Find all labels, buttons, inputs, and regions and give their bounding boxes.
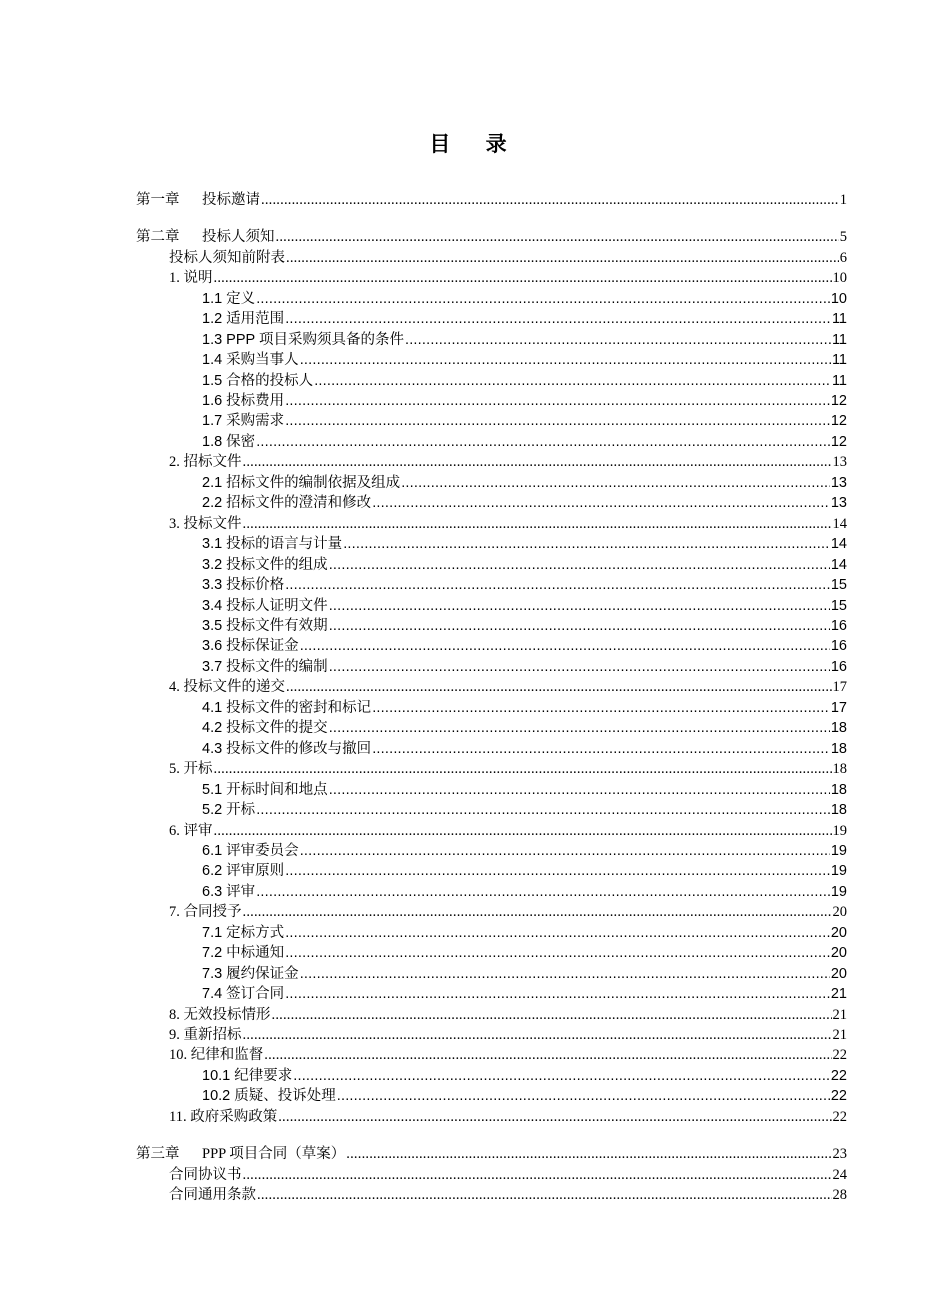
toc-entry-text: 合同协议书 xyxy=(169,1167,242,1183)
toc-entry[interactable] xyxy=(202,391,847,411)
toc-page-number: 20 xyxy=(830,925,847,941)
toc-entry-label xyxy=(136,1144,345,1164)
toc-page-number: 21 xyxy=(832,1027,847,1043)
dot-leader xyxy=(256,289,830,309)
toc-entry-label xyxy=(202,1086,336,1106)
chapter-number: 第二章 xyxy=(136,229,180,245)
toc-chapter-entry[interactable] xyxy=(136,1144,847,1164)
toc-entry[interactable] xyxy=(202,289,847,309)
toc-entry[interactable] xyxy=(202,493,847,513)
toc-entry[interactable] xyxy=(169,1005,847,1025)
toc-entry-text: 5.1 开标时间和地点 xyxy=(202,782,328,798)
toc-page-number: 16 xyxy=(830,618,847,634)
toc-page-number: 18 xyxy=(832,761,847,777)
toc-entry-label xyxy=(202,964,299,984)
dot-leader xyxy=(314,371,831,391)
toc-entry[interactable] xyxy=(202,350,847,370)
toc-entry-label xyxy=(202,657,328,677)
toc-entry-label xyxy=(202,841,299,861)
toc-entry[interactable] xyxy=(202,473,847,493)
toc-page-number: 6 xyxy=(839,250,847,266)
toc-entry-label xyxy=(202,780,328,800)
dot-leader xyxy=(214,268,832,288)
toc-entry[interactable] xyxy=(202,330,847,350)
dot-leader xyxy=(372,698,830,718)
toc-page-number: 16 xyxy=(830,638,847,654)
toc-entry[interactable] xyxy=(169,759,847,779)
dot-leader xyxy=(286,677,832,697)
toc-entry-text: 投标人须知 xyxy=(202,229,275,245)
toc-page-number: 18 xyxy=(830,782,847,798)
toc-entry[interactable] xyxy=(169,902,847,922)
toc-entry[interactable] xyxy=(202,882,847,902)
toc-entry-label xyxy=(202,350,299,370)
toc-entry[interactable] xyxy=(202,616,847,636)
toc-entry-text: 1.2 适用范围 xyxy=(202,311,285,327)
toc-entry-text: 11. 政府采购政策 xyxy=(169,1109,278,1125)
toc-entry-label xyxy=(202,1066,292,1086)
toc-entry[interactable] xyxy=(169,1185,847,1205)
toc-entry-text: 合同通用条款 xyxy=(169,1187,256,1203)
toc-entry[interactable] xyxy=(169,677,847,697)
toc-entry[interactable] xyxy=(202,411,847,431)
toc-entry[interactable] xyxy=(202,657,847,677)
toc-page-number: 18 xyxy=(830,802,847,818)
toc-entry[interactable] xyxy=(202,698,847,718)
toc-entry-text: 1. 说明 xyxy=(169,270,213,286)
toc-page-number: 19 xyxy=(830,884,847,900)
dot-leader xyxy=(276,227,839,247)
dot-leader xyxy=(329,657,830,677)
dot-leader xyxy=(329,780,830,800)
toc-page-number: 28 xyxy=(832,1187,847,1203)
dot-leader xyxy=(285,923,830,943)
toc-entry-label xyxy=(169,1025,242,1045)
toc-page-number: 21 xyxy=(832,1007,847,1023)
toc-entry-text: 3. 投标文件 xyxy=(169,516,242,532)
toc-entry-text: 3.2 投标文件的组成 xyxy=(202,557,328,573)
toc-entry[interactable] xyxy=(202,943,847,963)
toc-entry-label xyxy=(169,268,213,288)
toc-entry-label xyxy=(169,677,285,697)
toc-entry[interactable] xyxy=(169,248,847,268)
toc-entry-text: 1.7 采购需求 xyxy=(202,413,285,429)
dot-leader xyxy=(346,1144,831,1164)
toc-entry-label xyxy=(202,718,328,738)
toc-title: 目 录 xyxy=(429,131,521,156)
toc-page-number: 22 xyxy=(832,1047,847,1063)
dot-leader xyxy=(214,759,832,779)
dot-leader xyxy=(285,411,830,431)
toc-chapter-entry[interactable] xyxy=(136,227,847,247)
toc-page-number: 20 xyxy=(832,904,847,920)
toc-entry[interactable] xyxy=(169,1045,847,1065)
toc-entry[interactable] xyxy=(202,1066,847,1086)
toc-entry-label xyxy=(169,514,242,534)
toc-entry-label xyxy=(136,190,260,210)
toc-entry-text: 1.8 保密 xyxy=(202,434,256,450)
toc-entry-label xyxy=(202,555,328,575)
toc-entry-text: 3.7 投标文件的编制 xyxy=(202,659,328,675)
toc-entry-text: 投标人须知前附表 xyxy=(169,250,285,266)
toc-page-number: 11 xyxy=(831,352,847,368)
toc-page-number: 24 xyxy=(832,1167,847,1183)
toc-page-number: 10 xyxy=(830,291,847,307)
toc-page-number: 20 xyxy=(830,966,847,982)
toc-entry[interactable] xyxy=(202,984,847,1004)
dot-leader xyxy=(286,248,839,268)
toc-entry-text: 4. 投标文件的递交 xyxy=(169,679,285,695)
toc-entry[interactable] xyxy=(169,514,847,534)
toc-page-number: 22 xyxy=(830,1088,847,1104)
toc-page-number: 13 xyxy=(832,454,847,470)
toc-page-number: 13 xyxy=(830,495,847,511)
toc-entry-text: 1.6 投标费用 xyxy=(202,393,285,409)
toc-entry[interactable] xyxy=(202,371,847,391)
toc-entry-text: PPP 项目合同（草案） xyxy=(202,1146,346,1162)
toc-page-number: 1 xyxy=(839,192,847,208)
toc-entry[interactable] xyxy=(202,1086,847,1106)
toc-entry[interactable] xyxy=(202,636,847,656)
toc-page-number: 23 xyxy=(832,1146,847,1162)
toc-entry[interactable] xyxy=(202,309,847,329)
toc-entry-label xyxy=(169,248,285,268)
toc-page-number: 17 xyxy=(832,679,847,695)
toc-entry[interactable] xyxy=(202,964,847,984)
toc-entry-label xyxy=(169,759,213,779)
toc-entry-text: 3.6 投标保证金 xyxy=(202,638,299,654)
toc-entry-label xyxy=(169,821,213,841)
toc-entry-label xyxy=(202,923,284,943)
chapter-number: 第一章 xyxy=(136,192,180,208)
toc-entry-label xyxy=(202,943,284,963)
toc-page-number: 19 xyxy=(830,863,847,879)
toc-entry[interactable] xyxy=(202,923,847,943)
toc-page-number: 15 xyxy=(830,598,847,614)
toc-entry-text: 1.1 定义 xyxy=(202,291,256,307)
dot-leader xyxy=(372,493,830,513)
toc-entry[interactable] xyxy=(202,555,847,575)
dot-leader xyxy=(243,514,832,534)
dot-leader xyxy=(243,1165,832,1185)
dot-leader xyxy=(300,636,830,656)
toc-chapter-entry[interactable] xyxy=(136,190,847,210)
toc-entry[interactable] xyxy=(202,718,847,738)
toc-entry-text: 6. 评审 xyxy=(169,823,213,839)
toc-entry-label xyxy=(202,432,255,452)
dot-leader xyxy=(285,943,830,963)
dot-leader xyxy=(329,555,830,575)
toc-entry-label xyxy=(169,902,242,922)
toc-entry-text: 3.3 投标价格 xyxy=(202,577,285,593)
dot-leader xyxy=(401,473,830,493)
toc-entry-text: 2.1 招标文件的编制依据及组成 xyxy=(202,475,401,491)
toc-page-number: 20 xyxy=(830,945,847,961)
toc-entry-text: 4.1 投标文件的密封和标记 xyxy=(202,700,372,716)
dot-leader xyxy=(285,391,830,411)
toc-entry-text: 4.3 投标文件的修改与撤回 xyxy=(202,741,372,757)
dot-leader xyxy=(405,330,831,350)
toc-entry[interactable] xyxy=(202,432,847,452)
toc-page-number: 17 xyxy=(830,700,847,716)
toc-entry[interactable] xyxy=(169,1025,847,1045)
toc-entry[interactable] xyxy=(169,268,847,288)
dot-leader xyxy=(256,432,830,452)
toc-page-number: 11 xyxy=(831,311,847,327)
toc-entry[interactable] xyxy=(202,534,847,554)
toc-entry-label xyxy=(202,534,342,554)
toc-entry-label xyxy=(169,452,242,472)
toc-page-number: 16 xyxy=(830,659,847,675)
toc-entry-text: 2. 招标文件 xyxy=(169,454,242,470)
dot-leader xyxy=(329,718,830,738)
toc-entry-label xyxy=(202,330,404,350)
toc-entry-label xyxy=(202,698,371,718)
toc-entry-label xyxy=(202,800,255,820)
toc-entry-text: 6.3 评审 xyxy=(202,884,256,900)
dot-leader xyxy=(264,1045,831,1065)
dot-leader xyxy=(285,861,830,881)
toc-entry-text: 10. 纪律和监督 xyxy=(169,1047,264,1063)
toc-page-number: 12 xyxy=(830,434,847,450)
toc-page-number: 18 xyxy=(830,720,847,736)
toc-entry-label xyxy=(202,882,255,902)
toc-entry-label xyxy=(169,1045,263,1065)
toc-entry-label xyxy=(202,391,284,411)
toc-entry-text: 9. 重新招标 xyxy=(169,1027,242,1043)
toc-entry-label xyxy=(169,1107,277,1127)
toc-page-number: 18 xyxy=(830,741,847,757)
dot-leader xyxy=(256,882,830,902)
toc-entry-text: 7.3 履约保证金 xyxy=(202,966,299,982)
toc-entry[interactable] xyxy=(169,821,847,841)
dot-leader xyxy=(261,190,839,210)
dot-leader xyxy=(372,739,830,759)
toc-entry[interactable] xyxy=(202,739,847,759)
toc-entry-text: 4.2 投标文件的提交 xyxy=(202,720,328,736)
toc-entry-text: 2.2 招标文件的澄清和修改 xyxy=(202,495,372,511)
toc-entry-label xyxy=(202,575,284,595)
toc-entry-text: 3.1 投标的语言与计量 xyxy=(202,536,343,552)
toc-page-number: 15 xyxy=(830,577,847,593)
toc-entry-label xyxy=(202,473,400,493)
toc-entry-text: 1.5 合格的投标人 xyxy=(202,373,314,389)
toc-entry-label xyxy=(169,1165,242,1185)
toc-page-number: 11 xyxy=(831,332,847,348)
toc-entry-label xyxy=(136,227,275,247)
dot-leader xyxy=(256,800,830,820)
dot-leader xyxy=(243,452,832,472)
dot-leader xyxy=(329,616,830,636)
toc-page-number: 13 xyxy=(830,475,847,491)
toc-entry[interactable] xyxy=(202,780,847,800)
toc-page-number: 11 xyxy=(831,373,847,389)
toc-entry-label xyxy=(202,493,371,513)
toc-page-number: 14 xyxy=(830,536,847,552)
toc-entry-text: 7.2 中标通知 xyxy=(202,945,285,961)
toc-entry-text: 6.2 评审原则 xyxy=(202,863,285,879)
toc-entry-label xyxy=(202,739,371,759)
toc-entry-label xyxy=(169,1005,271,1025)
toc-entry-text: 7. 合同授予 xyxy=(169,904,242,920)
dot-leader xyxy=(285,984,830,1004)
toc-entry-text: 8. 无效投标情形 xyxy=(169,1007,271,1023)
toc-entry-label xyxy=(202,636,299,656)
toc-entry-text: 10.2 质疑、投诉处理 xyxy=(202,1088,336,1104)
toc-entry-text: 5. 开标 xyxy=(169,761,213,777)
dot-leader xyxy=(337,1086,830,1106)
toc-entry-text: 7.4 签订合同 xyxy=(202,986,285,1002)
dot-leader xyxy=(278,1107,831,1127)
dot-leader xyxy=(214,821,832,841)
toc-entry-label xyxy=(202,616,328,636)
toc-entry-label xyxy=(202,289,255,309)
toc-entry-label xyxy=(169,1185,256,1205)
toc-entry-label xyxy=(202,309,284,329)
toc-entry-text: 1.3 PPP 项目采购须具备的条件 xyxy=(202,332,404,348)
dot-leader xyxy=(329,596,830,616)
toc-entry-label xyxy=(202,371,313,391)
dot-leader xyxy=(272,1005,832,1025)
toc-entry[interactable] xyxy=(169,452,847,472)
dot-leader xyxy=(300,841,830,861)
toc-page-number: 5 xyxy=(839,229,847,245)
dot-leader xyxy=(285,575,830,595)
dot-leader xyxy=(285,309,831,329)
toc-page-number: 12 xyxy=(830,393,847,409)
toc-entry-text: 5.2 开标 xyxy=(202,802,256,818)
dot-leader xyxy=(343,534,830,554)
toc-entry-text: 6.1 评审委员会 xyxy=(202,843,299,859)
dot-leader xyxy=(243,1025,832,1045)
dot-leader xyxy=(243,902,832,922)
dot-leader xyxy=(300,350,831,370)
toc-page-number: 14 xyxy=(832,516,847,532)
toc-page-number: 10 xyxy=(832,270,847,286)
toc-entry-label xyxy=(202,411,284,431)
toc-page-number: 14 xyxy=(830,557,847,573)
toc-page-number: 19 xyxy=(832,823,847,839)
toc-page-number: 19 xyxy=(830,843,847,859)
toc-entry[interactable] xyxy=(202,575,847,595)
toc-entry-label xyxy=(202,984,284,1004)
toc-entry[interactable] xyxy=(169,1165,847,1185)
toc-entry[interactable] xyxy=(202,800,847,820)
toc-entry-label xyxy=(202,596,328,616)
toc-entry-text: 1.4 采购当事人 xyxy=(202,352,299,368)
toc-page-number: 22 xyxy=(830,1068,847,1084)
toc-entry-label xyxy=(202,861,284,881)
toc-entry[interactable] xyxy=(202,861,847,881)
dot-leader xyxy=(293,1066,830,1086)
chapter-number: 第三章 xyxy=(136,1146,180,1162)
toc-entry-text: 3.4 投标人证明文件 xyxy=(202,598,328,614)
toc-entry-text: 7.1 定标方式 xyxy=(202,925,285,941)
toc-page-number: 21 xyxy=(830,986,847,1002)
toc-entry[interactable] xyxy=(202,596,847,616)
toc-page-number: 12 xyxy=(830,413,847,429)
toc-entry[interactable] xyxy=(169,1107,847,1127)
toc-page-number: 22 xyxy=(832,1109,847,1125)
toc-entry-text: 3.5 投标文件有效期 xyxy=(202,618,328,634)
dot-leader xyxy=(300,964,830,984)
toc-entry[interactable] xyxy=(202,841,847,861)
dot-leader xyxy=(257,1185,832,1205)
toc-entry-text: 投标邀请 xyxy=(202,192,260,208)
toc-entry-text: 10.1 纪律要求 xyxy=(202,1068,293,1084)
